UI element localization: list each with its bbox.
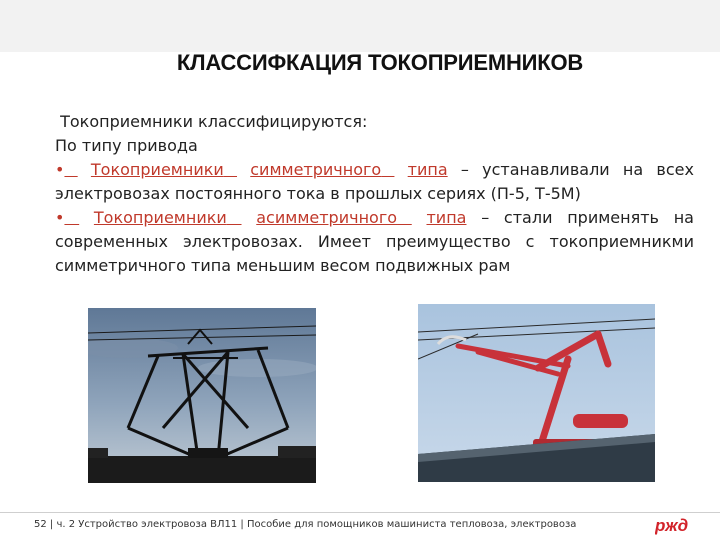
- intro-text: Токоприемники классифицируются:: [60, 112, 368, 131]
- symmetric-pantograph-photo: [88, 308, 316, 483]
- bullet-marker: •: [55, 208, 65, 227]
- bullet-1-line-1: [55, 158, 694, 182]
- bullet-2-word-2: асимметричного: [256, 208, 398, 227]
- bullet-2-word-3: типа: [426, 208, 467, 227]
- bullet-2-line-2: современных электровозах. Имеет преимущество с токоприемникми: [55, 232, 694, 251]
- bullet-2-line-1: [55, 206, 694, 230]
- svg-text:ржд: ржд: [655, 516, 689, 535]
- bullet-1-word-3: типа: [407, 160, 448, 179]
- subheading: По типу привода: [55, 136, 198, 155]
- slide-title: КЛАССИФКАЦИЯ ТОКОПРИЕМНИКОВ: [176, 50, 584, 75]
- bullet-1-word-2: симметричного: [250, 160, 382, 179]
- intro-line: [55, 110, 694, 134]
- bullet-1-word-1: Токоприемники: [90, 160, 224, 179]
- rzd-logo: [655, 514, 695, 536]
- bullet-marker: •: [55, 160, 65, 179]
- bullet-2-rest: – стали применять на: [481, 208, 694, 227]
- bullet-1-rest: – устанавливали на всех: [460, 160, 694, 179]
- footer-text: 52 | ч. 2 Устройство электровоза ВЛ11 | Пособие для помощников машиниста тепловоза, электровоза: [34, 519, 577, 530]
- body-text: [55, 110, 694, 278]
- bullet-2-word-1: Токоприемники: [93, 208, 227, 227]
- bullet-1-line-2: электровозах постоянного тока в прошлых сериях (П-5, Т-5М): [55, 184, 581, 203]
- bullet-2-line-3: симметричного типа меньшим весом подвижных рам: [55, 256, 511, 275]
- asymmetric-pantograph-photo: [418, 304, 655, 482]
- header-band: [0, 0, 720, 52]
